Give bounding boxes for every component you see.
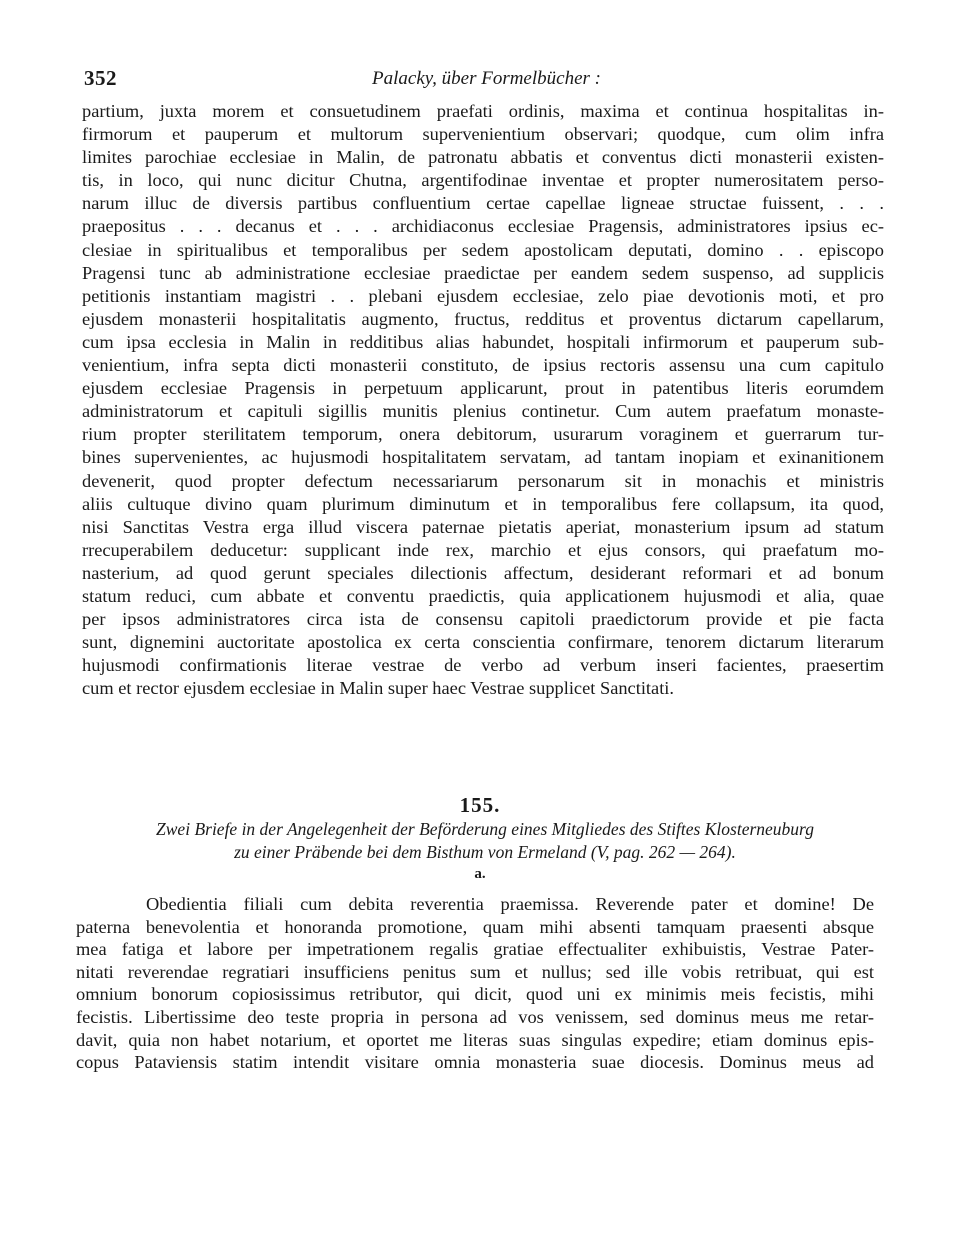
body-line: hujusmodi confirmationis literae vestrae de verbo ad verbum inseri facientes, praesertim	[82, 655, 884, 676]
body-line: rium propter sterilitatem temporum, onera debitorum, usurarum voraginem et guerrarum tur-	[82, 424, 884, 445]
body-line: limites parochiae ecclesiae in Malin, de patronatu abbatis et conventus dicti monasterii existen-	[82, 147, 884, 168]
body-line: ejusdem ecclesiae Pragensis in perpetuum applicarunt, prout in patentibus literis eorumdem	[82, 378, 884, 399]
body-line: Pragensi tunc ab administratione ecclesiae praedictae per eandem sedem suspenso, ad supplicis	[82, 262, 884, 283]
body-line: administratorum et capituli sigillis munitis plenius continetur. Cum autem praefatum monaste-	[82, 401, 884, 422]
body-line: nasterium, ad quod gerunt speciales dilectionis affectum, desiderant reformari et ad bonum	[82, 562, 884, 583]
body-paragraph	[82, 100, 884, 700]
letter-line: copus Pataviensis statim intendit visitare omnia monasteria suae diocesis. Dominus meus ad	[76, 1052, 874, 1073]
letter-line: paterna benevolentia et honoranda promotione, quam mihi absenti tamquam praesenti absque	[76, 916, 874, 937]
body-line: partium, juxta morem et consuetudinem praefati ordinis, maxima et continua hospitalitas in-	[82, 101, 884, 121]
body-line: narum illuc de diversis partibus confluentium certae capellae ligneae structae fuissent, . . .	[82, 193, 884, 214]
body-line: cum et rector ejusdem ecclesiae in Malin super haec Vestrae supplicet Sanctitati.	[82, 678, 675, 699]
body-line: rrecuperabilem deducetur: supplicant inde rex, marchio et ejus consors, qui praefatum mo-	[82, 539, 884, 560]
body-line: devenerit, quod propter defectum necessariarum personarum sit in monachis et ministris	[82, 470, 884, 491]
running-head: Palacky, über Formelbücher :	[372, 68, 601, 89]
body-line: sunt, dignemini auctoritate apostolica ex certa conscientia confirmare, tenorem dictarum literarum	[82, 632, 884, 653]
letter-paragraph	[76, 893, 874, 1074]
page-number: 352	[84, 66, 117, 90]
body-line: per ipsos administratores circa ista de consensu capitoli praedictorum provide et pie facta	[82, 609, 884, 630]
letter-line: mea fatiga et labore per impetrationem regalis gratiae effectualiter exhibuistis, Vestrae Pater-	[76, 939, 874, 960]
section-title	[90, 818, 880, 864]
body-line: tis, in loco, qui nunc dicitur Chutna, argentifodinae inventae et propter numerositatem perso-	[82, 170, 884, 191]
section-title-line: Zwei Briefe in der Angelegenheit der Beförderung eines Mitgliedes des Stiftes Klosterneuburg	[156, 819, 814, 839]
section-number: 155.	[459, 793, 501, 817]
body-line: venientium, infra septa dicti monasterii constituto, de ipsius rectoris assensu una cum capitulo	[82, 355, 884, 376]
body-line: petitionis instantiam magistri . . plebani ejusdem ecclesiae, zelo piae devotionis moti, et pro	[82, 285, 884, 306]
body-line: bines supervenientes, ac hujusmodi hospitalitatem servatam, ad tantam inopiam et exinanitionem	[82, 447, 884, 468]
subsection-label: a.	[474, 866, 486, 882]
letter-line: omnium bonorum copiosissimus retributor, qui dicit, quod uni ex minimis meis fecistis, mihi	[76, 984, 874, 1005]
letter-line: nitati reverendae regratiari insufficiens penitus sum et nullus; sed ille vobis retribuat, qui est	[76, 961, 874, 982]
letter-line: davit, quia non habet notarium, et oportet me literas suas singulas expedire; etiam dominus epis-	[76, 1029, 874, 1050]
section-title-line: zu einer Präbende bei dem Bisthum von Ermeland (V, pag. 262 — 264).	[234, 842, 736, 862]
body-line: clesiae in spiritualibus et temporalibus per sedem apostolicam deputati, domino . . episcopo	[82, 239, 884, 260]
letter-line: Obedientia filiali cum debita reverentia praemissa. Reverende pater et domine! De	[146, 894, 874, 914]
body-line: nisi Sanctitas Vestra erga illud viscera paternae pietatis aperiat, monasterium ipsum ad statum	[82, 516, 884, 537]
body-line: cum ipsa ecclesia in Malin in redditibus alias habundet, hospitali infirmorum et pauperum sub-	[82, 331, 884, 352]
body-line: ejusdem monasterii hospitalitatis augmento, fructus, redditus et proventus dictarum capellarum,	[82, 308, 884, 329]
body-line: aliis cultuque divino quam plurimum diminutum et in temporalibus fere collapsum, ita quod,	[82, 493, 884, 514]
letter-line: fecistis. Libertissime deo teste propria in persona ad vos venissem, sed dominus meus me retar-	[76, 1006, 874, 1027]
body-line: statum reduci, cum abbate et conventu praedictis, quia applicationem hujusmodi et alia, quae	[82, 585, 884, 606]
body-line: firmorum et pauperum et multorum supervenientium observari; quodque, cum olim infra	[82, 124, 884, 145]
page-header	[84, 66, 884, 96]
body-line: praepositus . . . decanus et . . . archidiaconus ecclesiae Pragensis, administratores ipsius ec-	[82, 216, 884, 237]
